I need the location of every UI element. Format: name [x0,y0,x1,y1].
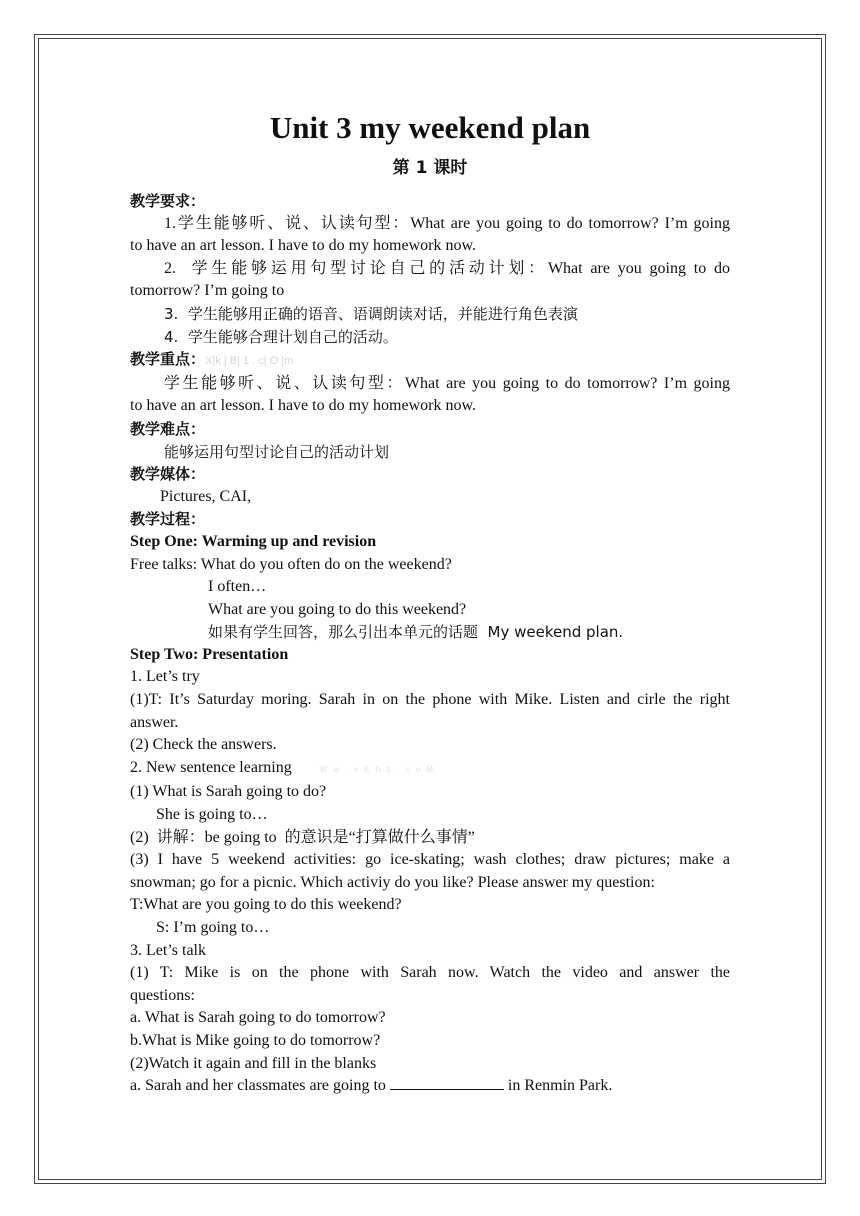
lets-talk-question-b: b.What is Mike going to do tomorrow? [130,1031,381,1049]
requirement-1-line-1: 1.学生能够听、说、认读句型：What are you going to do tomorrow? I’m going [164,214,730,232]
fill-blank-a [130,1075,730,1098]
requirement-2-line-2: tomorrow? I’m going to [130,282,285,300]
new-sentence-3-line-1: (3) I have 5 weekend activities: go ice-skating; wash clothes; draw pictures; make a [130,851,730,869]
lets-try-heading: 1. Let’s try [130,668,200,686]
key-points-heading [130,348,730,373]
new-sentence-2: (2) 讲解：be going to 的意识是“打算做什么事情” [130,828,475,846]
lets-try-2: (2) Check the answers. [130,736,277,754]
key-point-line-2: to have an art lesson. I have to do my homework now. [130,397,476,415]
requirement-3: 3. 学生能够用正确的语音、语调朗读对话，并能进行角色表演 [164,304,578,323]
fill-blank-a-suffix: in Renmin Park. [507,1077,613,1095]
teaching-media-heading: 教学媒体： [130,465,206,484]
lets-talk-question-a: a. What is Sarah going to do tomorrow? [130,1009,386,1027]
new-sentence-3-answer: S: I’m going to… [156,919,270,936]
teaching-process-heading: 教学过程： [130,510,206,529]
new-sentence-heading [130,757,730,782]
teaching-media-items: Pictures, CAI, [160,487,252,505]
key-points-label: 教学重点： [130,350,206,369]
new-sentence-3-question: T:What are you going to do this weekend? [130,896,402,914]
new-sentence-1-answer: She is going to… [156,806,268,824]
watermark-text-2: W w . x K b 1 . c o M [319,764,436,774]
difficulties-heading: 教学难点： [130,419,206,438]
new-sentence-1: (1) What is Sarah going to do? [130,783,327,801]
step-two-heading: Step Two: Presentation [130,645,289,663]
step-one-heading: Step One: Warming up and revision [130,532,377,550]
lets-talk-1-line-2: questions: [130,986,195,1004]
fill-blank-a-prefix: a. Sarah and her classmates are going to [130,1077,386,1095]
watermark-text-1: X|k | B| 1 . c| O |m [205,355,294,368]
lets-talk-1-line-1: (1) T: Mike is on the phone with Sarah now. Watch the video and answer the [130,964,730,982]
lesson-period: 第 1 课时 [392,158,468,178]
new-sentence-label: 2. New sentence learning [130,758,292,776]
difficulty-1: 能够运用句型讨论自己的活动计划 [164,442,390,461]
free-talks-weekend-question: What are you going to do this weekend? [208,600,467,618]
lets-try-1-line-1: (1)T: It’s Saturday moring. Sarah in on the phone with Mike. Listen and cirle the right [130,691,730,709]
lets-talk-2: (2)Watch it again and fill in the blanks [130,1054,377,1072]
free-talks-answer: I often… [208,578,267,596]
teaching-requirements-heading: 教学要求： [130,192,206,210]
answer-blank[interactable] [390,1075,504,1090]
free-talks-question: Free talks: What do you often do on the weekend? [130,555,452,573]
requirement-1-line-2: to have an art lesson. I have to do my homework now. [130,237,476,255]
key-point-line-1: 学生能够听、说、认读句型：What are you going to do tomorrow? I’m going [164,374,730,392]
requirement-4: 4. 学生能够合理计划自己的活动。 [164,327,398,346]
document-title: Unit 3 my weekend plan [269,110,591,145]
lets-try-1-line-2: answer. [130,713,179,731]
new-sentence-3-line-2: snowman; go for a picnic. Which activiy do you like? Please answer my question: [130,873,655,891]
lets-talk-heading: 3. Let’s talk [130,941,206,959]
topic-introduction: 如果有学生回答，那么引出本单元的话题 My weekend plan. [208,623,624,642]
lesson-plan-document [130,108,730,1098]
requirement-2-line-1: 2. 学生能够运用句型讨论自己的活动计划：What are you going to do [164,259,730,277]
